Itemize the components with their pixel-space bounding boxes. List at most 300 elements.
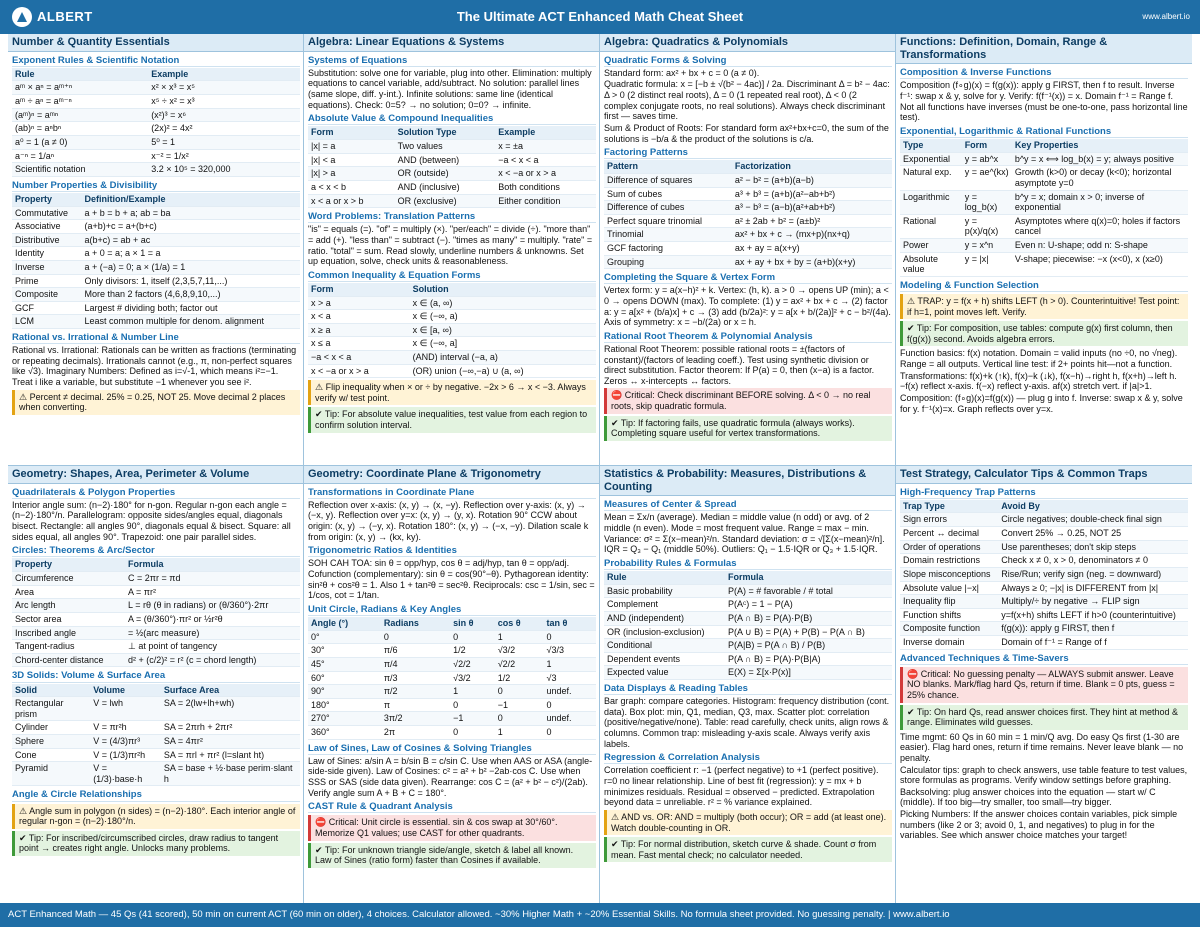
table-header-cell: sin θ: [450, 617, 495, 630]
table-cell: (ab)ⁿ = aⁿbⁿ: [12, 122, 148, 136]
section-title: Number & Quantity Essentials: [8, 34, 304, 52]
subsection-heading: Rational Root Theorem & Polynomial Analysis: [604, 331, 892, 343]
table-cell: OR (outside): [395, 167, 496, 181]
table-cell: 5⁰ = 1: [148, 135, 300, 149]
table-row: [12, 149, 300, 163]
table-cell: Multiply/÷ by negative → FLIP sign: [998, 595, 1188, 609]
paragraph: Picking Numbers: If the answer choices contain variables, pick simple numbers (like 2 or 3; avoid 0, 1, and negatives) to plug in for the variables. See which answer choice matches your target!: [900, 809, 1178, 841]
table-cell: 30°: [308, 644, 381, 658]
table-cell: Sign errors: [900, 513, 998, 527]
table-cell: Circle negatives; double-check final sign: [998, 513, 1188, 527]
table-row: [604, 625, 892, 639]
table-row: [308, 630, 596, 644]
subsection-heading: Modeling & Function Selection: [900, 280, 1188, 292]
subsection-heading: Regression & Correlation Analysis: [604, 752, 892, 764]
table-header-cell: Formula: [125, 558, 300, 571]
table-cell: 0: [450, 698, 495, 712]
table-cell: √3: [544, 671, 596, 685]
paragraph: Composition: (f∘g)(x)=f(g(x)) — plug g into f. Inverse: swap x & y, solve for y. f⁻¹(x)=x. Graph reflects over y=x.: [900, 392, 1183, 414]
table-cell: Tangent-radius: [12, 640, 125, 654]
table-header-cell: Rule: [12, 68, 148, 81]
table-cell: V-shape; piecewise: −x (x<0), x (x≥0): [1012, 252, 1188, 276]
table-cell: LCM: [12, 315, 81, 329]
table-row: [12, 585, 300, 599]
table-cell: 1: [450, 685, 495, 699]
paragraph: Interior angle sum: (n−2)·180° for n-gon. Regular n-gon each angle = (n−2)·180°/n. Parallelogram: opposite sides/angles equal, diagonals bisect. Rectangle: all angles 90°, diagonals equal & bisect. Square: all sides equal, all angles 90°. Trapezoid: one pair parallel sides.: [12, 499, 291, 542]
table-cell: x < a or x > b: [308, 194, 395, 208]
table-cell: Logarithmic: [900, 190, 962, 214]
table-row: [900, 214, 1188, 238]
paragraph: Law of Sines: a/sin A = b/sin B = c/sin C. Use when AAS or ASA (angle-side-side given). Law of Cosines: c² = a² + b² −2ab·cos C. Use when SSS or SAS (side data given). Rearrange: cos C = (a² + b² − c²)/(2ab). Verify angle sum A + B + C = 180°.: [308, 755, 593, 798]
table-row: [12, 247, 300, 261]
table-header-cell: Radians: [381, 617, 450, 630]
subsection-heading: Number Properties & Divisibility: [12, 180, 300, 192]
table-row: [308, 140, 596, 154]
table-cell: ax + ay + bx + by = (a+b)(x+y): [732, 255, 892, 269]
table-row: [12, 260, 300, 274]
table-cell: 0: [450, 630, 495, 644]
table-cell: Basic probability: [604, 584, 725, 598]
table-row: [12, 626, 300, 640]
table-cell: x < −a or x > a: [495, 167, 596, 181]
table-cell: aᵐ ÷ aⁿ = aᵐ⁻ⁿ: [12, 95, 148, 109]
table-cell: a² ± 2ab + b² = (a±b)²: [732, 214, 892, 228]
table-cell: Scientific notation: [12, 163, 148, 177]
table-row: [12, 640, 300, 654]
table-header-cell: Form: [962, 139, 1012, 152]
table-cell: π: [381, 698, 450, 712]
table-cell: 180°: [308, 698, 381, 712]
table-row: [604, 255, 892, 269]
table-cell: x² × x³ = x⁵: [148, 81, 300, 95]
table-row: [900, 152, 1188, 166]
table-cell: Natural exp.: [900, 166, 962, 190]
table-row: [604, 598, 892, 612]
table-cell: SA = 2πrh + 2πr²: [161, 721, 300, 735]
albert-logo[interactable]: [12, 7, 93, 27]
data-table: [308, 617, 596, 739]
table-cell: Use parentheses; don't skip steps: [998, 540, 1188, 554]
table-cell: Function shifts: [900, 608, 998, 622]
table-cell: √3/2: [450, 671, 495, 685]
subsection-heading: Quadrilaterals & Polygon Properties: [12, 487, 300, 499]
table-cell: Growth (k>0) or decay (k<0); horizontal asymptote y=0: [1012, 166, 1188, 190]
table-cell: x ∈ (a, ∞): [410, 296, 596, 310]
table-cell: 0: [544, 726, 596, 740]
table-cell: Expected value: [604, 666, 725, 680]
table-cell: Least common multiple for denom. alignment: [81, 315, 300, 329]
table-cell: (AND) interval (−a, a): [410, 351, 596, 365]
section-coordinate-trig: [304, 466, 600, 903]
table-cell: d² + (c/2)² = r² (c = chord length): [125, 653, 300, 667]
table-row: [604, 187, 892, 201]
table-row: [12, 108, 300, 122]
data-table: [308, 283, 596, 378]
subsection-heading: Unit Circle, Radians & Key Angles: [308, 604, 596, 616]
table-cell: P(A ∪ B) = P(A) + P(B) − P(A ∩ B): [725, 625, 892, 639]
table-header-row: [308, 283, 596, 296]
paragraph: Vertex form: y = a(x−h)² + k. Vertex: (h, k). a > 0 → opens UP (min); a < 0 → opens DOWN (max). To complete: (1) y = ax² + bx + c → (2) factor a: y = a[x² + (b/a)x] + c → (3) add (b/2a)²: y = a[x + b/(2a)]² + c − b²/(4a). Axis of symmetry: x = −b/(2a) or x = h.: [604, 285, 891, 328]
table-cell: Composite function: [900, 622, 998, 636]
table-cell: SA = πrl + πr² (l=slant ht): [161, 748, 300, 762]
tip-callout: ✔ Tip: For inscribed/circumscribed circles, draw radius to tangent point → creates right angle. Unlocks many problems.: [12, 831, 300, 856]
table-cell: AND (inclusive): [395, 180, 496, 194]
table-cell: Order of operations: [900, 540, 998, 554]
subsection-heading: Word Problems: Translation Patterns: [308, 211, 596, 223]
table-row: [900, 581, 1188, 595]
table-row: [12, 612, 300, 626]
table-cell: x < a: [308, 310, 410, 324]
table-cell: 0: [544, 698, 596, 712]
table-row: [12, 95, 300, 109]
subsection-heading: Rational vs. Irrational & Number Line: [12, 332, 300, 344]
table-cell: √3/2: [495, 644, 544, 658]
data-table: [308, 126, 596, 208]
table-cell: = ½(arc measure): [125, 626, 300, 640]
table-header-row: [308, 617, 596, 630]
table-cell: Conditional: [604, 639, 725, 653]
paragraph: Substitution: solve one for variable, plug into other. Elimination: multiply equations to cancel variable, add/subtract. No solution: parallel lines (same slope, diff. y-int.). Infinite solutions: same line (identical equations). Check: 0=5? → no solution; 0=0? → infinite.: [308, 67, 592, 110]
table-row: [604, 666, 892, 680]
table-row: [12, 135, 300, 149]
subsection-heading: 3D Solids: Volume & Surface Area: [12, 670, 300, 682]
table-cell: AND (between): [395, 153, 496, 167]
table-row: [900, 513, 1188, 527]
table-cell: SA = base + ½·base perim·slant h: [161, 762, 300, 786]
subsection-heading: Factoring Patterns: [604, 147, 892, 159]
table-cell: f(g(x)): apply g FIRST, then f: [998, 622, 1188, 636]
table-cell: AND (independent): [604, 611, 725, 625]
table-header-row: [12, 193, 300, 206]
table-row: [604, 201, 892, 215]
section-title: Statistics & Probability: Measures, Distributions & Counting: [600, 466, 896, 496]
table-cell: π/3: [381, 671, 450, 685]
table-row: [900, 608, 1188, 622]
table-cell: P(Aᶜ) = 1 − P(A): [725, 598, 892, 612]
table-row: [12, 233, 300, 247]
section-title: Test Strategy, Calculator Tips & Common Traps: [896, 466, 1192, 484]
table-cell: Rational: [900, 214, 962, 238]
table-cell: 270°: [308, 712, 381, 726]
table-cell: x⁻² = 1/x²: [148, 149, 300, 163]
table-cell: E(X) = Σ[x·P(x)]: [725, 666, 892, 680]
table-cell: Rectangular prism: [12, 697, 90, 721]
table-row: [604, 611, 892, 625]
table-header-row: [900, 500, 1188, 513]
table-header-row: [12, 684, 300, 697]
table-cell: a³ − b³ = (a−b)(a²+ab+b²): [732, 201, 892, 215]
table-cell: More than 2 factors (4,6,8,9,10,...): [81, 288, 300, 302]
divider: [599, 34, 600, 903]
table-cell: Distributive: [12, 233, 81, 247]
table-cell: y = log_b(x): [962, 190, 1012, 214]
divider: [303, 34, 304, 903]
table-header-row: [308, 126, 596, 139]
table-cell: 90°: [308, 685, 381, 699]
table-cell: 3.2 × 10⁵ = 320,000: [148, 163, 300, 177]
section-title: Functions: Definition, Domain, Range & Transformations: [896, 34, 1192, 64]
table-cell: Inscribed angle: [12, 626, 125, 640]
data-table: [12, 558, 300, 667]
table-cell: P(A ∩ B) = P(A)·P(B): [725, 611, 892, 625]
table-cell: y = ae^(kx): [962, 166, 1012, 190]
table-header-row: [900, 139, 1188, 152]
table-cell: undef.: [544, 685, 596, 699]
subsection-heading: Trigonometric Ratios & Identities: [308, 545, 596, 557]
table-row: [900, 595, 1188, 609]
table-row: [308, 671, 596, 685]
table-cell: y = x^n: [962, 239, 1012, 253]
table-cell: √2/2: [450, 657, 495, 671]
paragraph: Rational vs. Irrational: Rationals can be written as fractions (terminating or repeating decimals). Irrationals cannot (e.g., π, non-perfect squares like √3). Imaginary Numbers: Defined as i=√-1, which means i²=−1. Treat i like a variable, but substitute −1 whenever you see i².: [12, 345, 297, 388]
table-cell: Cylinder: [12, 721, 90, 735]
paragraph: Standard form: ax² + bx + c = 0 (a ≠ 0).: [604, 67, 760, 78]
table-row: [12, 748, 300, 762]
section-title: Geometry: Coordinate Plane & Trigonometry: [304, 466, 600, 484]
section-title: Algebra: Linear Equations & Systems: [304, 34, 600, 52]
tip-callout: ✔ Tip: For composition, use tables: compute g(x) first column, then f(g(x)) second. Avoids algebra errors.: [900, 321, 1188, 346]
table-row: [604, 652, 892, 666]
table-cell: Domain of f⁻¹ = Range of f: [998, 635, 1188, 649]
table-cell: a + b = b + a; ab = ba: [81, 206, 300, 220]
table-cell: 2π: [381, 726, 450, 740]
table-header-cell: Solution Type: [395, 126, 496, 139]
site-url[interactable]: www.albert.io: [1142, 12, 1190, 21]
subsection-heading: High-Frequency Trap Patterns: [900, 487, 1188, 499]
table-row: [900, 190, 1188, 214]
paragraph: Backsolving: plug answer choices into the equation — start w/ C (middle). If too big—try smaller, too small—try bigger.: [900, 786, 1156, 808]
table-row: [12, 762, 300, 786]
critical-callout: ⛔ Critical: Check discriminant BEFORE solving. Δ < 0 → no real roots, skip quadratic formula.: [604, 388, 892, 413]
data-table: [900, 139, 1188, 277]
table-cell: GCF factoring: [604, 241, 732, 255]
table-cell: 1/2: [450, 644, 495, 658]
tip-callout: ✔ Tip: For normal distribution, sketch curve & shade. Count σ from mean. Fast mental check; no calculator needed.: [604, 837, 892, 862]
table-cell: Convert 25% → 0.25, NOT 25: [998, 527, 1188, 541]
table-cell: 45°: [308, 657, 381, 671]
section-quadratics: [600, 34, 896, 464]
table-cell: Sector area: [12, 612, 125, 626]
table-cell: Perfect square trinomial: [604, 214, 732, 228]
tip-callout: ✔ Tip: For unknown triangle side/angle, sketch & label all known. Law of Sines (ratio form) faster than Cosines if available.: [308, 843, 596, 868]
table-cell: a³ + b³ = (a+b)(a²−ab+b²): [732, 187, 892, 201]
subsection-heading: Exponential, Logarithmic & Rational Functions: [900, 126, 1188, 138]
table-header-row: [604, 571, 892, 584]
table-cell: Arc length: [12, 599, 125, 613]
section-geometry-shapes: [8, 466, 304, 903]
table-row: [12, 653, 300, 667]
section-linear-equations: [304, 34, 600, 464]
subsection-heading: Completing the Square & Vertex Form: [604, 272, 892, 284]
table-row: [12, 220, 300, 234]
table-cell: A = (θ/360°)·πr² or ½r²θ: [125, 612, 300, 626]
table-header-cell: tan θ: [544, 617, 596, 630]
subsection-heading: Absolute Value & Compound Inequalities: [308, 113, 596, 125]
table-row: [12, 721, 300, 735]
header-bar: [0, 0, 1200, 34]
footer-bar: ACT Enhanced Math — 45 Qs (41 scored), 50 min on current ACT (60 min on older), 4 choices. Calculator allowed. ~30% Higher Math + ~20% Essential Skills. No formula sheet provided. No guessing penalty. | www.albert.io: [0, 903, 1200, 927]
table-row: [308, 351, 596, 365]
table-cell: Even n: U-shape; odd n: S-shape: [1012, 239, 1188, 253]
table-cell: −1: [495, 698, 544, 712]
subsection-heading: Measures of Center & Spread: [604, 499, 892, 511]
table-cell: Inequality flip: [900, 595, 998, 609]
table-cell: Rise/Run; verify sign (neg. = downward): [998, 567, 1188, 581]
table-cell: 1: [544, 657, 596, 671]
table-cell: Only divisors: 1, itself (2,3,5,7,11,...): [81, 274, 300, 288]
data-table: [12, 684, 300, 787]
table-cell: Identity: [12, 247, 81, 261]
table-cell: Exponential: [900, 152, 962, 166]
table-row: [12, 301, 300, 315]
paragraph: Mean = Σx/n (average). Median = middle value (n odd) or avg. of 2 middle (n even). Mode = most frequent value. Range = max − min. Variance: σ² = Σ(x−mean)²/n. Standard deviation: σ = √[Σ(x−mean)²/n]. IQR = Q₃ − Q₁ (middle 50%). Outliers: Q₁ − 1.5·IQR or Q₃ + 1.5·IQR.: [604, 512, 885, 555]
warning-callout: ⚠ Flip inequality when × or ÷ by negative. −2x > 6 → x < −3. Always verify w/ test point.: [308, 380, 596, 405]
table-header-cell: Solid: [12, 684, 90, 697]
paragraph: Rational Root Theorem: possible rational roots = ±(factors of constant)/(factors of leading coeff.). Test using synthetic division or direct substitution. Factor theorem: If P(a) = 0, then (x−a) is a factor. Zeros ↔ x-intercepts ↔ factors.: [604, 344, 875, 386]
table-cell: Pyramid: [12, 762, 90, 786]
table-cell: Check x ≠ 0, x > 0, denominators ≠ 0: [998, 554, 1188, 568]
table-cell: L = rθ (θ in radians) or (θ/360°)·2πr: [125, 599, 300, 613]
table-cell: C = 2πr = πd: [125, 572, 300, 586]
table-header-cell: Pattern: [604, 160, 732, 173]
table-header-cell: Example: [148, 68, 300, 81]
table-row: [308, 194, 596, 208]
table-header-cell: Type: [900, 139, 962, 152]
table-cell: 3π/2: [381, 712, 450, 726]
table-cell: Percent ↔ decimal: [900, 527, 998, 541]
subsection-heading: Law of Sines, Law of Cosines & Solving Triangles: [308, 743, 596, 755]
table-header-cell: Definition/Example: [81, 193, 300, 206]
table-cell: x = ±a: [495, 140, 596, 154]
table-header-row: [12, 68, 300, 81]
table-cell: x⁵ ÷ x² = x³: [148, 95, 300, 109]
tip-callout: ✔ Tip: On hard Qs, read answer choices first. They hint at method & range. Eliminates wild guesses.: [900, 705, 1188, 730]
section-statistics: [600, 466, 896, 903]
table-cell: Two values: [395, 140, 496, 154]
table-cell: Difference of squares: [604, 173, 732, 187]
table-header-cell: Formula: [725, 571, 892, 584]
table-row: [308, 323, 596, 337]
table-row: [12, 81, 300, 95]
table-cell: P(A ∩ B) = P(A)·P(B|A): [725, 652, 892, 666]
table-cell: y=f(x+h) shifts LEFT if h>0 (counterintuitive): [998, 608, 1188, 622]
table-cell: Grouping: [604, 255, 732, 269]
subsection-heading: Systems of Equations: [308, 55, 596, 67]
table-row: [900, 540, 1188, 554]
logo-text: ALBERT: [37, 9, 93, 25]
table-cell: P(A|B) = P(A ∩ B) / P(B): [725, 639, 892, 653]
table-cell: x ∈ (−∞, a): [410, 310, 596, 324]
table-cell: |x| > a: [308, 167, 395, 181]
table-row: [12, 572, 300, 586]
table-cell: π/2: [381, 685, 450, 699]
table-header-cell: Rule: [604, 571, 725, 584]
table-cell: GCF: [12, 301, 81, 315]
table-cell: 1: [495, 726, 544, 740]
table-cell: x ∈ (−∞, a]: [410, 337, 596, 351]
table-row: [900, 635, 1188, 649]
table-cell: Complement: [604, 598, 725, 612]
table-cell: √3/3: [544, 644, 596, 658]
table-cell: b^y = x ⟺ log_b(x) = y; always positive: [1012, 152, 1188, 166]
table-cell: ax + ay = a(x+y): [732, 241, 892, 255]
warning-callout: ⚠ Angle sum in polygon (n sides) = (n−2)·180°. Each interior angle of regular n-gon = (n−2)·180°/n.: [12, 804, 300, 829]
table-cell: 360°: [308, 726, 381, 740]
table-cell: Area: [12, 585, 125, 599]
table-header-row: [604, 160, 892, 173]
section-number-quantity: [8, 34, 304, 464]
table-cell: 1: [495, 630, 544, 644]
table-cell: a⁻ⁿ = 1/aⁿ: [12, 149, 148, 163]
table-cell: (a+b)+c = a+(b+c): [81, 220, 300, 234]
table-row: [12, 274, 300, 288]
paragraph: Quadratic formula: x = [−b ± √(b² − 4ac)] / 2a. Discriminant Δ = b² − 4ac: Δ > 0 (2 distinct real roots), Δ = 0 (1 repeated real root), Δ < 0 (2 complex conjugate roots, no real solutions). Always check discriminant first — saves time.: [604, 79, 890, 122]
table-cell: (aᵐ)ⁿ = aᵐⁿ: [12, 108, 148, 122]
data-table: [604, 160, 892, 269]
section-test-strategy: [896, 466, 1192, 903]
table-row: [604, 228, 892, 242]
table-cell: Absolute value: [900, 252, 962, 276]
subsection-heading: Circles: Theorems & Arc/Sector: [12, 545, 300, 557]
subsection-heading: Composition & Inverse Functions: [900, 67, 1188, 79]
table-cell: V = lwh: [90, 697, 161, 721]
table-cell: x > a: [308, 296, 410, 310]
tip-callout: ✔ Tip: If factoring fails, use quadratic formula (always works). Completing square useful for vertex transformations.: [604, 416, 892, 441]
paragraph: "is" = equals (=). "of" = multiply (×). "per/each" = divide (÷). "more than" = add (+). "less than" = subtract (−). "times as many" = multiply. "rate" = ratio. "total" = sum. Read slowly, underline numbers & unknowns. Set up equation, solve, check units & reasonableness.: [308, 224, 593, 267]
table-cell: V = (1/3)·base·h: [90, 762, 161, 786]
data-table: [604, 571, 892, 680]
warning-callout: ⚠ Percent ≠ decimal. 25% = 0.25, NOT 25. Move decimal 2 places when converting.: [12, 390, 300, 415]
table-cell: x ≥ a: [308, 323, 410, 337]
table-cell: 0: [495, 712, 544, 726]
subsection-heading: Transformations in Coordinate Plane: [308, 487, 596, 499]
table-cell: A = πr²: [125, 585, 300, 599]
table-row: [12, 315, 300, 329]
table-cell: P(A) = # favorable / # total: [725, 584, 892, 598]
table-row: [604, 241, 892, 255]
table-row: [12, 599, 300, 613]
table-cell: OR (exclusive): [395, 194, 496, 208]
table-cell: 0: [450, 726, 495, 740]
table-row: [308, 296, 596, 310]
table-row: [308, 364, 596, 378]
table-row: [604, 584, 892, 598]
paragraph: Bar graph: compare categories. Histogram: frequency distribution (cont. data). Box plot: min, Q1, median, Q3, max. Scatter plot: correlation (positive/negative/none). Table: read carefully, check units, align rows & columns. Common trap: misleading y-axis scale. Always verify axis labels.: [604, 696, 890, 749]
table-header-row: [12, 558, 300, 571]
paragraph: Time mgmt: 60 Qs in 60 min = 1 min/Q avg. Do easy Qs first (1-30 are easier). Flag hard ones, return if time remains. Never leave blank — no penalty.: [900, 731, 1184, 764]
albert-logo-icon: [12, 7, 32, 27]
table-cell: y = |x|: [962, 252, 1012, 276]
table-header-cell: Property: [12, 558, 125, 571]
table-cell: Inverse domain: [900, 635, 998, 649]
table-cell: Chord-center distance: [12, 653, 125, 667]
table-cell: x ≤ a: [308, 337, 410, 351]
table-cell: Associative: [12, 220, 81, 234]
table-cell: undef.: [544, 712, 596, 726]
table-cell: (2x)² = 4x²: [148, 122, 300, 136]
table-cell: Domain restrictions: [900, 554, 998, 568]
table-cell: a² − b² = (a+b)(a−b): [732, 173, 892, 187]
table-cell: Asymptotes where q(x)=0; holes if factors cancel: [1012, 214, 1188, 238]
table-cell: y = p(x)/q(x): [962, 214, 1012, 238]
table-cell: Either condition: [495, 194, 596, 208]
subsection-heading: Common Inequality & Equation Forms: [308, 270, 596, 282]
table-cell: aᵐ × aⁿ = aᵐ⁺ⁿ: [12, 81, 148, 95]
table-cell: a + (−a) = 0; a × (1/a) = 1: [81, 260, 300, 274]
table-row: [308, 153, 596, 167]
table-header-cell: Trap Type: [900, 500, 998, 513]
table-row: [900, 239, 1188, 253]
